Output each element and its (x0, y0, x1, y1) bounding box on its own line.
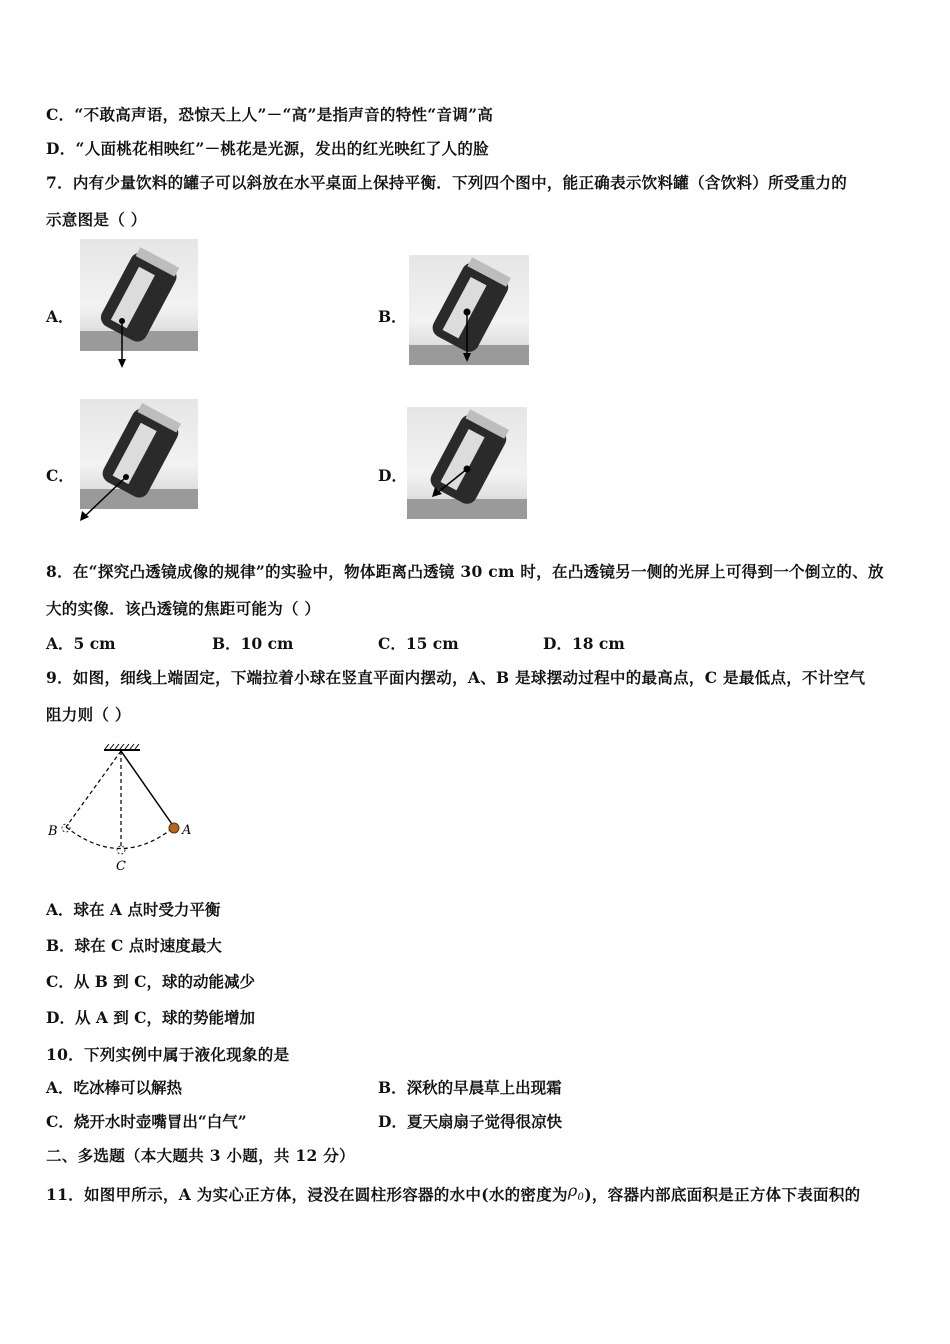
arrow-head (118, 359, 126, 368)
pendulum-figure (44, 742, 204, 877)
q8-option-b: B．10 cm (212, 634, 294, 653)
q7-stem-line2: 示意图是（ ） (46, 210, 147, 229)
section-title: 二、多选题（本大题共 3 小题，共 12 分） (46, 1146, 355, 1165)
q11-stem-part2: )，容器内部底面积是正方体下表面积的 (584, 1185, 861, 1204)
q9-option-d: D．从 A 到 C，球的势能增加 (46, 1008, 255, 1027)
q10-option-d: D．夏天扇扇子觉得很凉快 (378, 1112, 562, 1131)
swing-arc (66, 827, 174, 849)
q9-option-c: C．从 B 到 C，球的动能减少 (46, 972, 255, 991)
can-c-drawing (80, 399, 198, 525)
q7-label-b: B． (378, 307, 407, 326)
q10-stem: 10．下列实例中属于液化现象的是 (46, 1045, 290, 1064)
q6-option-d: D．“人面桃花相映红”－桃花是光源，发出的红光映红了人的脸 (46, 139, 489, 158)
q8-option-a: A．5 cm (46, 634, 116, 653)
q7-figure-b (409, 255, 529, 365)
rho-symbol: $\rho_0$ (567, 1181, 585, 1204)
ghost-ball-c (117, 846, 125, 854)
q10-option-b: B．深秋的早晨草上出现霜 (378, 1078, 562, 1097)
q8-stem-line2: 大的实像．该凸透镜的焦距可能为（ ） (46, 599, 321, 618)
can-body (97, 246, 182, 345)
q10-option-a: A．吃冰棒可以解热 (46, 1078, 183, 1097)
q9-stem-line1: 9．如图，细线上端固定，下端拉着小球在竖直平面内摆动，A、B 是球摆动过程中的最高点，C 是最低点，不计空气 (46, 668, 866, 687)
q9-stem-line2: 阻力则（ ） (46, 705, 131, 724)
can-b-drawing (409, 255, 529, 365)
q7-label-a: A． (46, 307, 74, 326)
label-b: B (48, 824, 58, 839)
q8-option-c: C．15 cm (378, 634, 459, 653)
label-c: C (116, 859, 126, 874)
q7-figure-c (80, 399, 198, 509)
ceiling-hatch (105, 744, 139, 749)
string-at-b (66, 751, 121, 827)
can-d-drawing (407, 407, 527, 519)
q7-label-d: D． (378, 466, 407, 485)
q7-figure-a (80, 239, 198, 351)
q8-stem-line1: 8．在“探究凸透镜成像的规律”的实验中，物体距离凸透镜 30 cm 时，在凸透镜另一侧的光屏上可得到一个倒立的、放 (46, 562, 884, 581)
q7-figure-d (407, 407, 527, 519)
ghost-ball-b (62, 824, 70, 832)
pendulum-string (121, 751, 174, 827)
q8-option-d: D．18 cm (543, 634, 625, 653)
pendulum-ball (169, 823, 179, 833)
label-a: A (182, 823, 192, 838)
q7-stem-line1: 7．内有少量饮料的罐子可以斜放在水平桌面上保持平衡．下列四个图中，能正确表示饮料罐（含饮料）所受重力的 (46, 173, 848, 192)
q10-option-c: C．烧开水时壶嘴冒出“白气” (46, 1112, 247, 1131)
q9-option-a: A．球在 A 点时受力平衡 (46, 900, 221, 919)
q9-option-b: B．球在 C 点时速度最大 (46, 936, 222, 955)
q11-stem (46, 1181, 860, 1205)
q11-stem-part1: 11．如图甲所示，A 为实心正方体，浸没在圆柱形容器的水中(水的密度为 (46, 1185, 568, 1204)
q6-option-c: C．“不敢高声语，恐惊天上人”－“高”是指声音的特性“音调”高 (46, 105, 494, 124)
can-a-drawing (80, 239, 198, 369)
q7-label-c: C． (46, 466, 74, 485)
